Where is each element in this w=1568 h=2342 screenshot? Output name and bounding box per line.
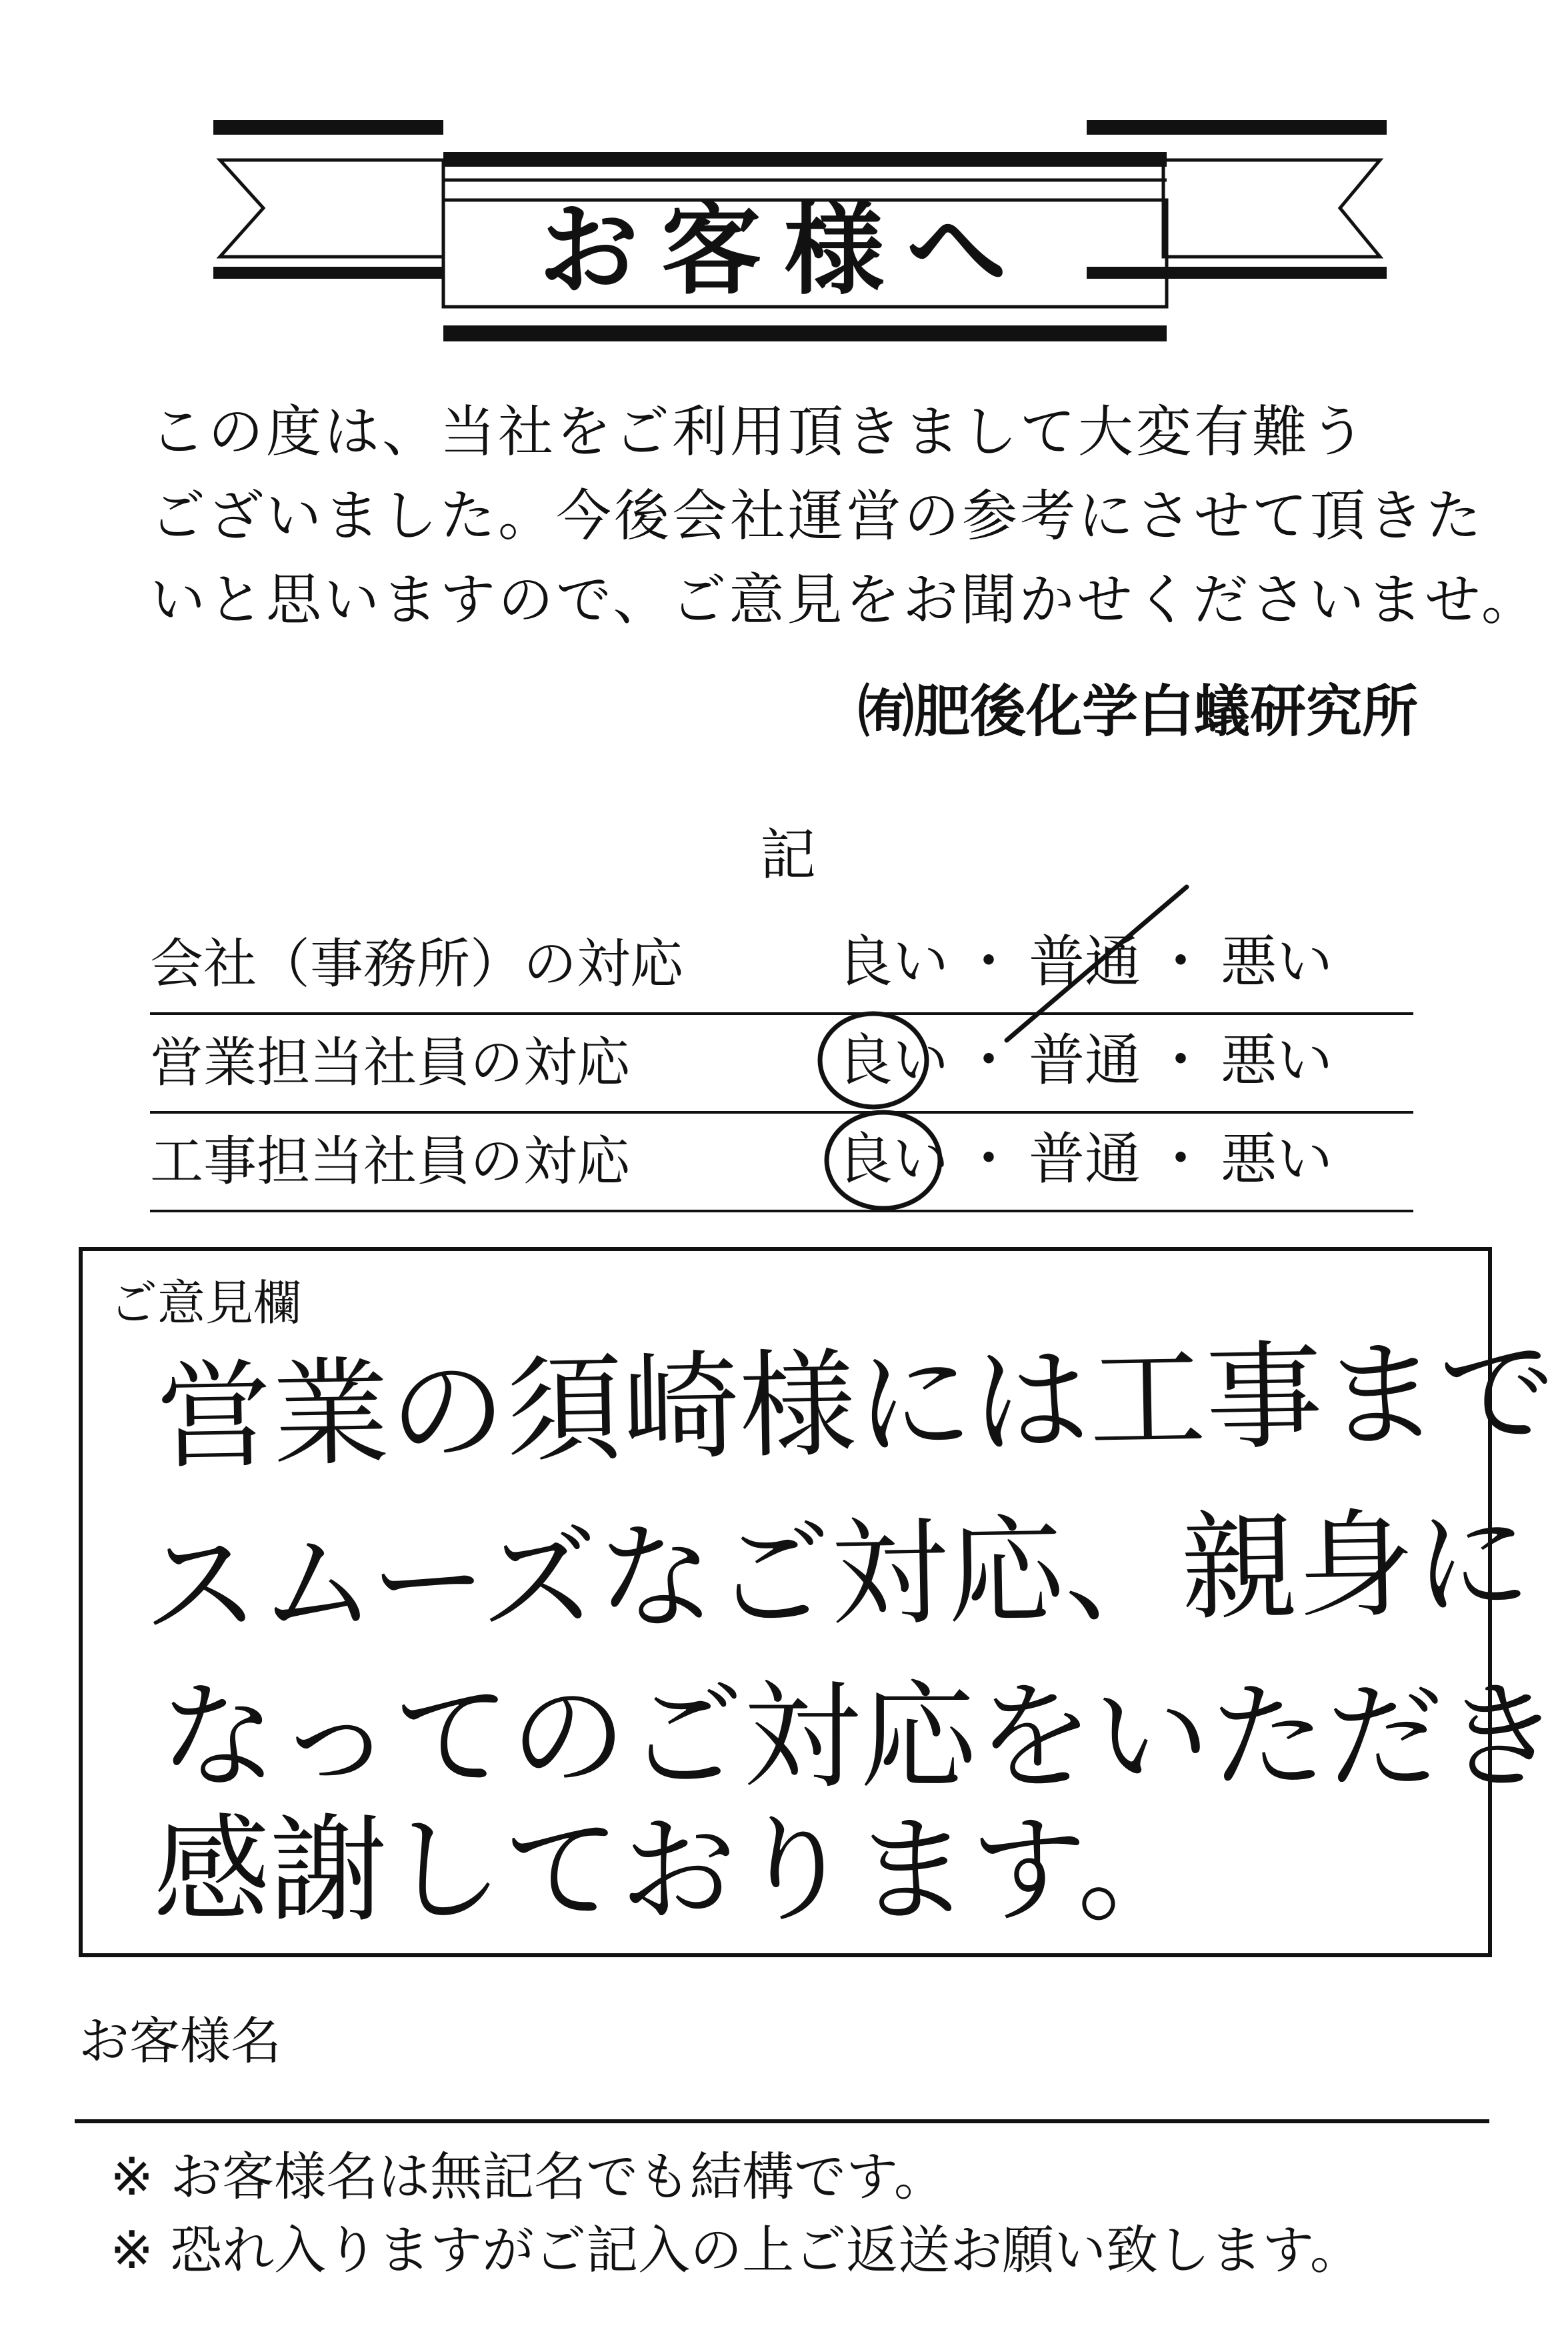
option-normal[interactable]: 普通 [1029, 1126, 1141, 1192]
handwritten-comment [141, 1325, 1560, 1939]
customer-name-field[interactable] [75, 2119, 1489, 2123]
footnote: ※ 恐れ入りますがご記入の上ご返送お願い致します。 [110, 2221, 1362, 2281]
circle-mark [827, 1112, 940, 1208]
intro-line: ございました。今後会社運営の参考にさせて頂きた [150, 483, 1484, 548]
option-separator: ・ [961, 1028, 1017, 1093]
banner-title: お客様へ [538, 191, 1029, 309]
pen-marks [820, 887, 1187, 1208]
option-good[interactable]: 良い [837, 1028, 949, 1093]
option-separator: ・ [1153, 929, 1209, 994]
option-bad[interactable]: 悪い [1221, 1028, 1333, 1093]
opinion-label: ご意見欄 [109, 1275, 302, 1331]
option-separator: ・ [1153, 1126, 1209, 1192]
rating-label: 工事担当社員の対応 [150, 1130, 630, 1192]
footnote: ※ お客様名は無記名でも結構です。 [110, 2147, 946, 2207]
circle-mark [820, 1014, 927, 1107]
option-normal[interactable]: 普通 [1029, 929, 1141, 994]
option-bad[interactable]: 悪い [1221, 929, 1333, 994]
handwritten-line: 営業の須崎様には工事まで [155, 1325, 1557, 1485]
option-separator: ・ [961, 1126, 1017, 1192]
option-separator: ・ [1153, 1028, 1209, 1093]
option-bad[interactable]: 悪い [1221, 1126, 1333, 1192]
customer-name-label: お客様名 [79, 2011, 281, 2071]
rating-label: 営業担当社員の対応 [150, 1032, 630, 1094]
section-heading: 記 [760, 822, 817, 888]
footnotes [110, 2141, 1362, 2287]
handwritten-line: スムーズなご対応、親身に [141, 1495, 1532, 1655]
handwritten-line: 感謝しております。 [153, 1803, 1194, 1939]
company-name: ㈲肥後化学白蟻研究所 [857, 679, 1418, 744]
rating-label: 会社（事務所）の対応 [150, 933, 683, 995]
intro-line: いと思いますので、ご意見をお聞かせくださいませ。 [150, 567, 1539, 632]
option-separator: ・ [961, 929, 1017, 994]
option-normal[interactable]: 普通 [1029, 1028, 1141, 1093]
handwritten-line: なってのご対応をいただき [160, 1670, 1560, 1805]
check-mark [1007, 887, 1187, 1040]
option-good[interactable]: 良い [837, 1126, 949, 1192]
intro-line: この度は、当社をご利用頂きまして大変有難う [150, 399, 1368, 464]
option-good[interactable]: 良い [837, 929, 949, 994]
